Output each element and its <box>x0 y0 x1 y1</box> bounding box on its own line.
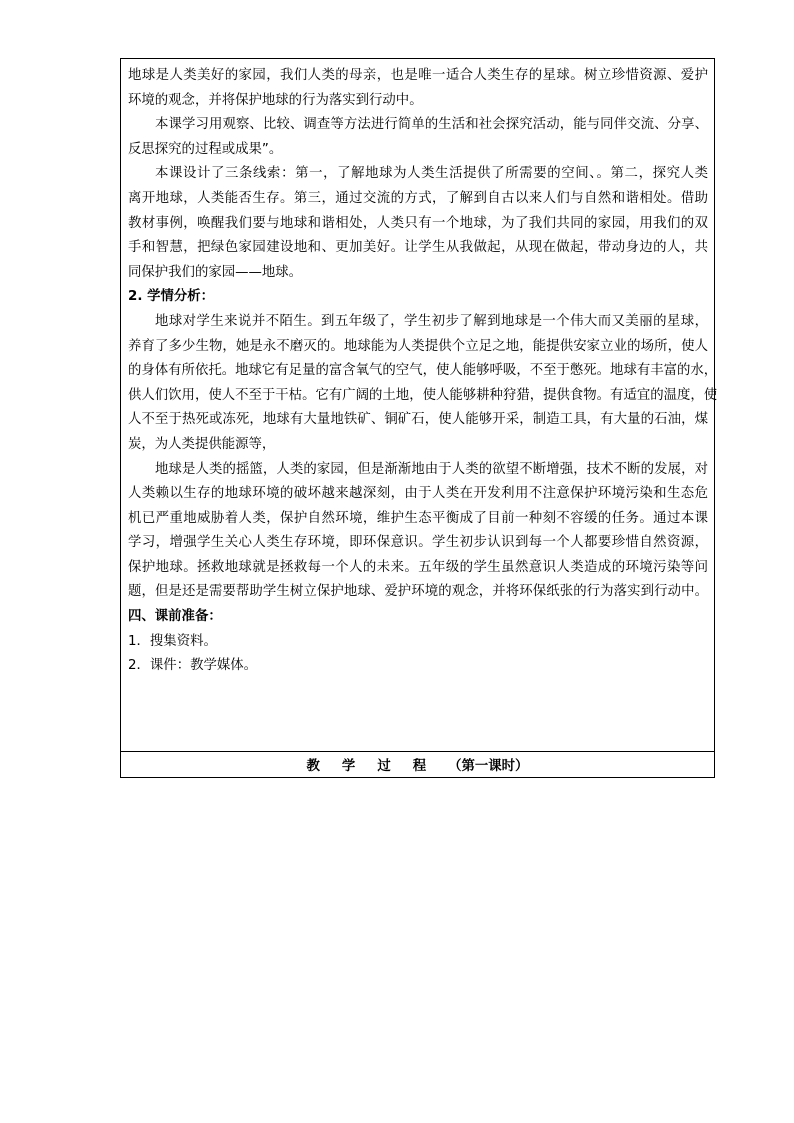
text-line: 保护地球。拯救地球就是拯救每一个人的未来。五年级的学生虽然意识人类造成的环境污染等问 <box>128 559 708 575</box>
lesson-plan-table <box>120 58 718 778</box>
text-line: 教材事例，唤醒我们要与地球和谐相处，人类只有一个地球，为了我们共同的家园，用我们的双 <box>128 215 708 231</box>
text-line: 供人们饮用，使人不至于干枯。它有广阔的土地，使人能够耕种狩猎，提供食物。有适宜的温度，使 <box>128 387 718 403</box>
text-line: 炭，为人类提供能源等， <box>128 436 276 452</box>
text-line: 地球是人类的摇篮，人类的家园，但是渐渐地由于人类的欲望不断增强，技术不断的发展，对 <box>155 461 708 477</box>
text-line: 本课设计了三条线索：第一，了解地球为人类生活提供了所需要的空间、。第二，探究人类 <box>155 166 708 182</box>
teaching-process-header <box>121 751 714 777</box>
section-heading: 四、课前准备： <box>128 609 222 625</box>
text-line: 学习，增强学生关心人类生存环境，即环保意识。学生初步认识到每一个人都要珍惜自然资源， <box>128 535 708 551</box>
text-line: 人不至于热死或冻死，地球有大量地铁矿、铜矿石，使人能够开采，制造工具，有大量的石油，煤 <box>128 412 708 428</box>
text-line: 地球是人类美好的家园，我们人类的母亲，也是唯一适合人类生存的星球。树立珍惜资源、爱护 <box>128 68 708 83</box>
content-cell <box>121 59 718 752</box>
section-heading: 2. 学情分析： <box>128 289 215 305</box>
text-line: 环境的观念，并将保护地球的行为落实到行动中。 <box>128 92 423 108</box>
text-line: 离开地球，人类能否生存。第三，通过交流的方式，了解到自古以来人们与自然和谐相处。借助 <box>128 190 708 206</box>
text-line: 的身体有所依托。地球它有足量的富含氧气的空气，使人能够呼吸，不至于憋死。地球有丰富的水， <box>128 363 718 379</box>
text-line: 地球对学生来说并不陌生。到五年级了，学生初步了解到地球是一个伟大而又美丽的星球， <box>155 313 708 329</box>
teaching-process-title: 教学过程 <box>306 758 449 774</box>
text-line: 题，但是还是需要帮助学生树立保护地球、爱护环境的观念，并将环保纸张的行为落实到行动中。 <box>128 584 708 600</box>
text-line: 人类赖以生存的地球环境的破坏越来越深刻，由于人类在开发利用不注意保护环境污染和生态危 <box>128 486 708 502</box>
prep-item: 2．课件：教学媒体。 <box>128 658 258 674</box>
prep-item: 1．搜集资料。 <box>128 633 217 649</box>
text-line: 本课学习用观察、比较、调查等方法进行简单的生活和社会探究活动，能与同伴交流、分享、 <box>155 117 708 133</box>
text-line: 机已严重地威胁着人类，保护自然环境，维护生态平衡成了目前一种刻不容缓的任务。通过本课 <box>128 510 708 526</box>
text-line: 养育了多少生物，她是永不磨灭的。地球能为人类提供个立足之地，能提供安家立业的场所，使人 <box>128 338 708 354</box>
text-line: 反思探究的过程或成果”。 <box>128 141 283 157</box>
text-line: 手和智慧，把绿色家园建设地和、更加美好。让学生从我做起，从现在做起，带动身边的人，共 <box>128 240 708 256</box>
text-line: 同保护我们的家园——地球。 <box>128 264 303 280</box>
lesson-period-label: （第一课时） <box>448 758 529 774</box>
